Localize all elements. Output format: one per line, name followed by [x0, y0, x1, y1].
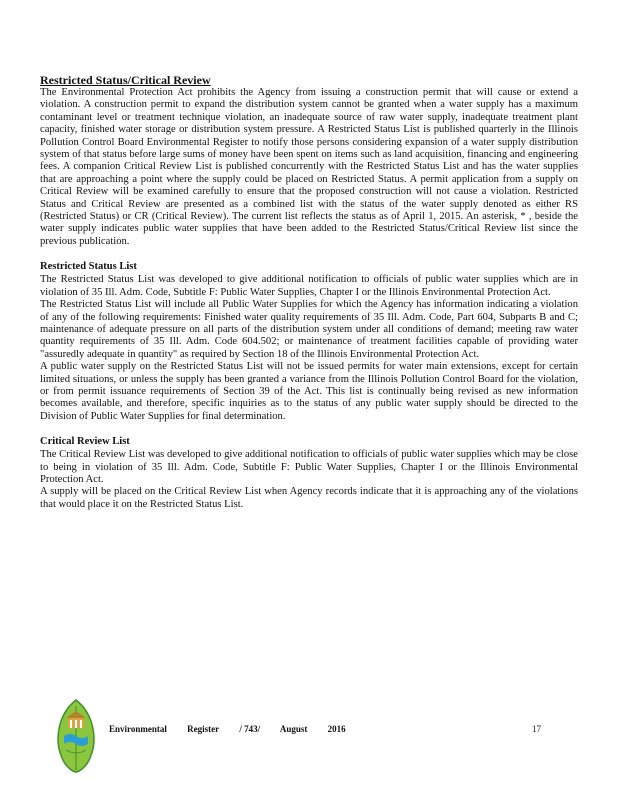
environmental-register-leaf-logo-icon [52, 696, 100, 774]
critical-paragraph-1: The Critical Review List was developed to give additional notification to officials of public water supplies which may be close to being in violation of 35 Ill. Adm. Code, Subtitle F: Public Water Supplies, Chapter I or the Illinois Environmental Protection Act. [40, 449, 578, 485]
critical-review-heading: Critical Review List [40, 436, 130, 448]
restricted-paragraph-3: A public water supply on the Restricted Status List will not be issued permits for water main extensions, except for certain limited situations, or unless the supply has been granted a variance from the Illinois Pollution Control Board for the violation, or from permit issuance requirements of Section 39 of the Act. This list is continually being revised as new information becomes available, and therefore, specific inquiries as to the status of any public water supply should be directed to the Division of Public Water Supplies for final determination. [40, 361, 578, 422]
footer-publication-info [109, 724, 364, 734]
main-content [40, 73, 578, 511]
footer-word-register: Register [187, 724, 220, 734]
restricted-status-heading: Restricted Status List [40, 261, 137, 273]
restricted-paragraph-2: The Restricted Status List will include all Public Water Supplies for which the Agency has information indicating a violation of any of the following requirements: Finished water quality requirements of 35 Ill. Adm. Code, Part 604, Subparts B and C; maintenance of adequate pressure on all parts of the distribution system under all conditions of demand; meeting raw water quantity requirements of 35 Ill. Adm. Code 604.502; or maintenance of treatment facilities capable of providing water "assuredly adequate in quantity" as required by Section 18 of the Illinois Environmental Protection Act. [40, 299, 578, 360]
footer-issue: / 743/ [239, 724, 261, 734]
footer-year: 2016 [327, 724, 346, 734]
footer-word-environmental: Environmental [109, 724, 167, 734]
restricted-paragraph-1: The Restricted Status List was developed to give additional notification to officials of public water supplies which are in violation of 35 Ill. Adm. Code, Subtitle F: Public Water Supplies, Chapter I or the Illinois Environmental Protection Act. [40, 274, 578, 298]
page-title: Restricted Status/Critical Review [40, 73, 211, 87]
footer-month: August [279, 724, 308, 734]
intro-paragraph: The Environmental Protection Act prohibits the Agency from issuing a construction permit that will cause or extend a violation. A construction permit to expand the distribution system cannot be granted when a water supply has a maximum contaminant level or treatment technique violation, an inadequate source of raw water supply, inadequate treatment plant capacity, finished water storage or distribution system pressure. A Restricted Status List is published quarterly in the Illinois Pollution Control Board Environmental Register to notify those persons considering expansion of a water supply distribution system of that status before large sums of money have been spent on items such as land acquisition, financing and engineering fees. A companion Critical Review List is published concurrently with the Restricted Status List and has the water supplies that are approaching a point where the supply could be placed on Restricted Status. A permit application from a supply on Critical Review will be examined carefully to ensure that the proposed construction will not cause a violation. Restricted Status and Critical Review are presented as a combined list with the status of the water supply denoted as either RS (Restricted Status) or CR (Critical Review). The current list reflects the status as of April 1, 2015. An asterisk, * , beside the water supply indicates public water supplies that have been added to the Restricted Status/Critical Review list since the previous publication. [40, 87, 578, 247]
page-footer [52, 696, 552, 776]
page-number: 17 [532, 724, 541, 734]
critical-paragraph-2: A supply will be placed on the Critical Review List when Agency records indicate that it is approaching any of the violations that would place it on the Restricted Status List. [40, 486, 578, 510]
